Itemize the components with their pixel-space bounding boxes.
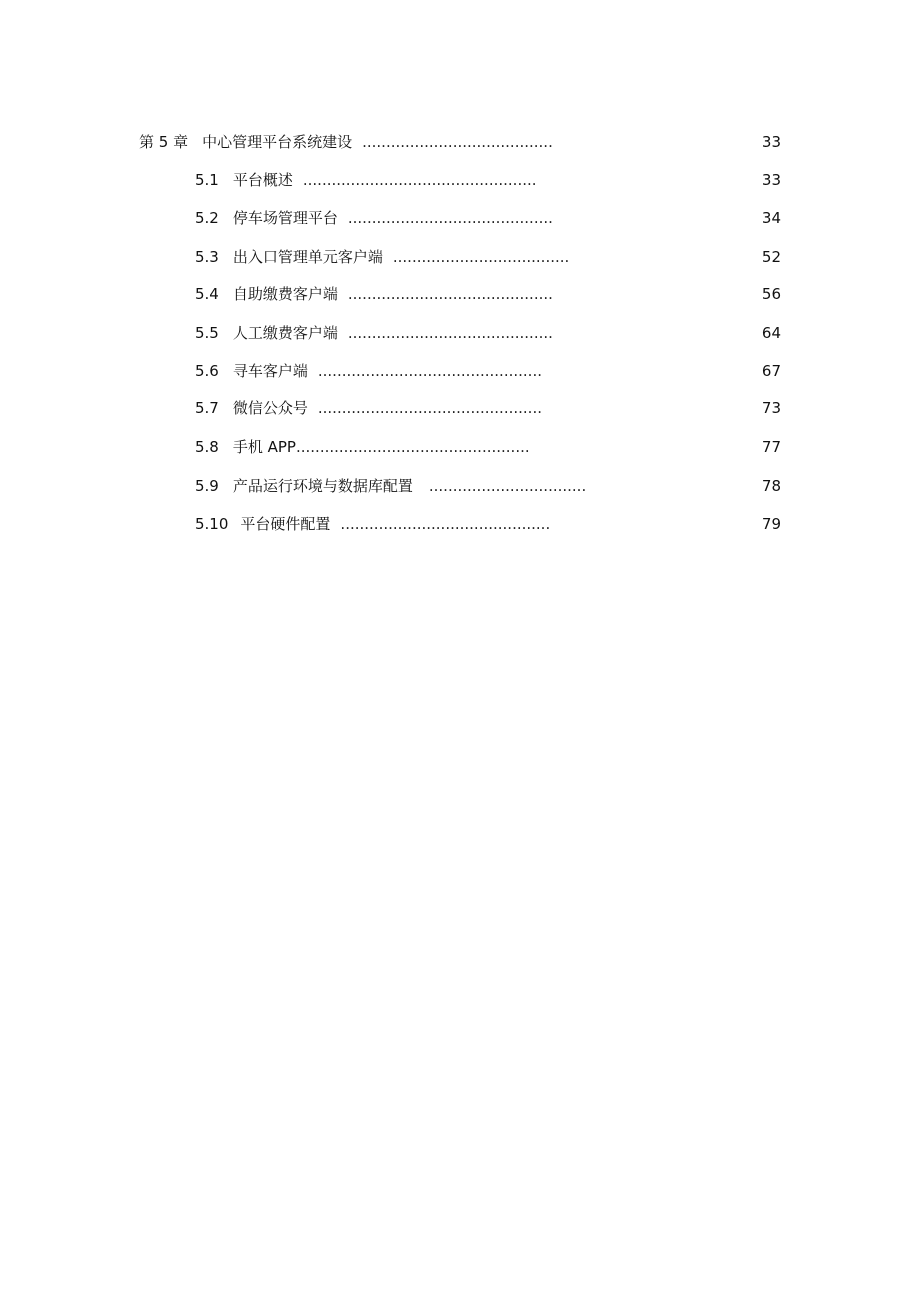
toc-section-5-8[interactable]	[0, 436, 920, 458]
toc-page-number: 67	[761, 362, 781, 380]
toc-section-5-9[interactable]	[0, 475, 920, 497]
toc-section-title: 停车场管理平台	[232, 209, 338, 227]
toc-entry	[195, 360, 542, 382]
toc-section-number: 5.9	[195, 477, 219, 495]
toc-section-5-7[interactable]	[0, 397, 920, 419]
toc-page-number: 77	[761, 438, 781, 456]
toc-section-title: 微信公众号	[232, 399, 308, 417]
toc-section-title: 人工缴费客户端	[232, 324, 338, 342]
toc-section-number: 5.3	[195, 248, 219, 266]
toc-leader-dots: .................................	[428, 477, 587, 495]
toc-section-title: 平台概述	[232, 171, 293, 189]
toc-section-number: 5.10	[195, 515, 229, 533]
toc-section-title: 寻车客户端	[232, 362, 308, 380]
toc-section-number: 5.7	[195, 399, 219, 417]
toc-section-number: 5.5	[195, 324, 219, 342]
toc-section-5-10[interactable]	[0, 513, 920, 535]
toc-page-number: 56	[761, 285, 781, 303]
toc-entry	[195, 207, 553, 229]
toc-leader-dots: .....................................	[392, 248, 570, 266]
toc-leader-dots: ...........................................	[347, 209, 553, 227]
toc-page-number: 52	[761, 248, 781, 266]
toc-entry	[195, 436, 530, 458]
toc-section-5-2[interactable]	[0, 207, 920, 229]
toc-page-number: 33	[761, 133, 781, 151]
toc-page-number: 78	[761, 477, 781, 495]
toc-leader-dots: ...............................................	[317, 362, 542, 380]
toc-section-number: 5.8	[195, 438, 219, 456]
toc-section-number: 5.6	[195, 362, 219, 380]
toc-entry	[195, 169, 537, 191]
toc-entry	[195, 475, 586, 497]
toc-section-title: 平台硬件配置	[240, 515, 331, 533]
toc-leader-dots: ........................................	[362, 133, 553, 151]
toc-leader-dots: ...........................................	[347, 285, 553, 303]
toc-section-5-3[interactable]	[0, 246, 920, 268]
toc-section-number: 5.4	[195, 285, 219, 303]
toc-entry	[195, 322, 553, 344]
toc-chapter-title: 中心管理平台系统建设	[202, 133, 353, 151]
toc-chapter-number: 第 5 章	[139, 133, 189, 151]
toc-page-number: 33	[761, 171, 781, 189]
toc-section-number: 5.2	[195, 209, 219, 227]
toc-entry	[195, 246, 569, 268]
toc-leader-dots: ...............................................	[317, 399, 542, 417]
toc-entry	[195, 513, 550, 535]
toc-chapter-5[interactable]	[0, 131, 920, 153]
toc-section-5-6[interactable]	[0, 360, 920, 382]
toc-section-5-1[interactable]	[0, 169, 920, 191]
toc-section-title: 自助缴费客户端	[232, 285, 338, 303]
toc-page-number: 64	[761, 324, 781, 342]
toc-page-number: 73	[761, 399, 781, 417]
toc-section-5-5[interactable]	[0, 322, 920, 344]
toc-page-number: 79	[761, 515, 781, 533]
toc-section-number: 5.1	[195, 171, 219, 189]
toc-section-title: 出入口管理单元客户端	[232, 248, 383, 266]
toc-entry	[139, 131, 553, 153]
toc-leader-dots: ............................................	[340, 515, 551, 533]
toc-entry	[195, 397, 542, 419]
toc-page-number: 34	[761, 209, 781, 227]
toc-section-5-4[interactable]	[0, 283, 920, 305]
toc-section-title: 产品运行环境与数据库配置	[232, 477, 413, 495]
toc-leader-dots: ...........................................	[347, 324, 553, 342]
toc-section-title: 手机 APP	[232, 438, 296, 456]
toc-leader-dots: .................................................	[302, 171, 537, 189]
toc-leader-dots: .................................................	[295, 438, 530, 456]
toc-entry	[195, 283, 553, 305]
